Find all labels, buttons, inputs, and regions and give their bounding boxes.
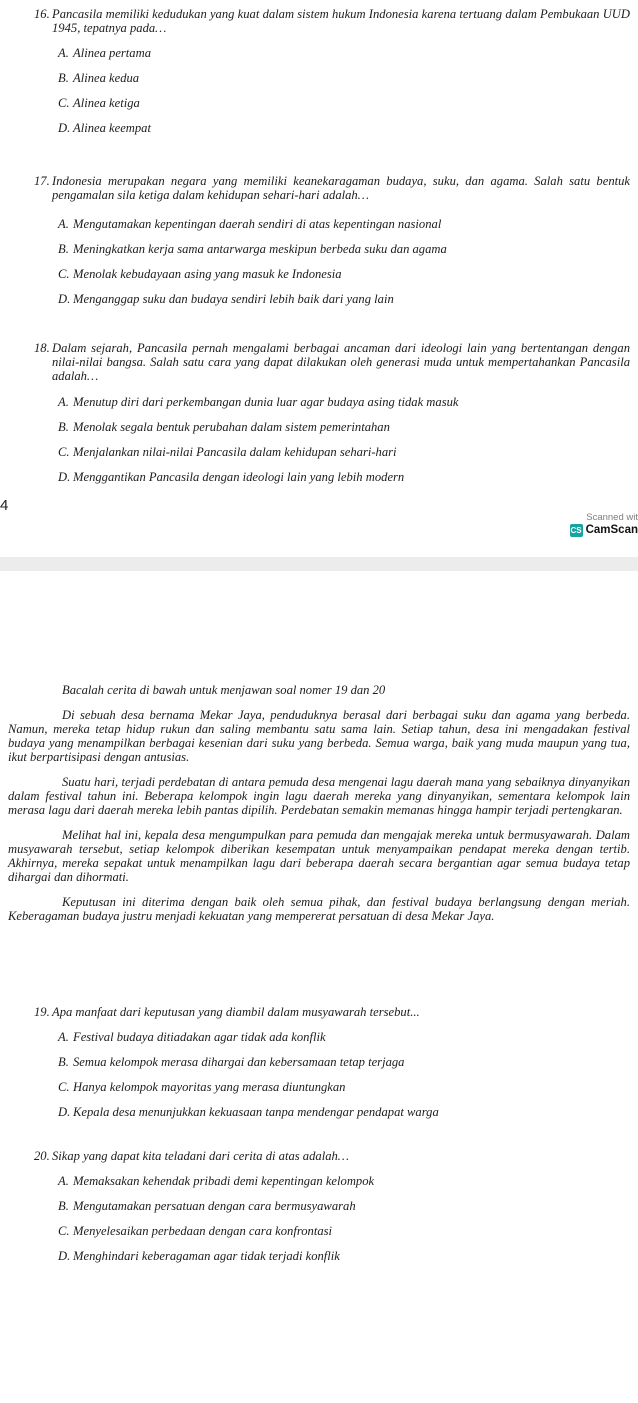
question-stem [34, 341, 630, 383]
question-17 [34, 174, 630, 306]
question-stem [34, 1149, 630, 1163]
watermark-brand [570, 523, 638, 538]
question-20 [34, 1149, 630, 1263]
watermark-brand-name: CamScan [585, 524, 638, 536]
question-text: Apa manfaat dari keputusan yang diambil dalam musyawarah tersebut... [52, 1005, 420, 1019]
option-b: B. Mengutamakan persatuan dengan cara bermusyawarah [58, 1199, 356, 1213]
camscanner-watermark [570, 512, 638, 538]
question-stem [34, 7, 630, 35]
camscanner-logo-icon: CS [570, 526, 582, 535]
question-text: Sikap yang dapat kita teladani dari cerita di atas adalah… [52, 1149, 349, 1163]
option-d: D. Alinea keempat [58, 121, 151, 135]
option-a: A. Memaksakan kehendak pribadi demi kepentingan kelompok [58, 1174, 375, 1188]
option-d: D. Menggantikan Pancasila dengan ideologi lain yang lebih modern [58, 470, 405, 484]
question-18 [34, 341, 630, 484]
page-2 [0, 571, 638, 1403]
reading-passage [8, 683, 630, 934]
option-c: C. Alinea ketiga [58, 96, 140, 110]
option-c: C. Hanya kelompok mayoritas yang merasa diuntungkan [58, 1080, 346, 1094]
question-16 [34, 7, 630, 135]
question-text: Pancasila memiliki kedudukan yang kuat dalam sistem hukum Indonesia karena tertuang dalam Pembukaan UUD 1945, tepatnya pada… [52, 7, 630, 35]
question-stem [34, 174, 630, 202]
option-c: C. Menjalankan nilai-nilai Pancasila dalam kehidupan sehari-hari [58, 445, 397, 459]
question-number: 19. [34, 1005, 50, 1019]
question-text: Indonesia merupakan negara yang memiliki keanekaragaman budaya, suku, dan agama. Salah satu bentuk pengamalan sila ketiga dalam kehidupan sehari-hari adalah… [52, 174, 630, 202]
option-a: A. Festival budaya ditiadakan agar tidak ada konflik [58, 1030, 326, 1044]
option-d: D. Menghindari keberagaman agar tidak terjadi konflik [58, 1249, 340, 1263]
question-number: 20. [34, 1149, 50, 1163]
option-a: A. Menutup diri dari perkembangan dunia luar agar budaya asing tidak masuk [58, 395, 459, 409]
option-b: B. Semua kelompok merasa dihargai dan kebersamaan tetap terjaga [58, 1055, 405, 1069]
question-number: 17. [34, 174, 50, 188]
option-a: A. Mengutamakan kepentingan daerah sendiri di atas kepentingan nasional [58, 217, 442, 231]
option-c: C. Menolak kebudayaan asing yang masuk ke Indonesia [58, 267, 342, 281]
option-c: C. Menyelesaikan perbedaan dengan cara konfrontasi [58, 1224, 333, 1238]
page-number: 4 [0, 497, 9, 514]
passage-paragraph: Suatu hari, terjadi perdebatan di antara pemuda desa mengenai lagu daerah mana yang sebaiknya dinyanyikan dalam festival tahun ini. Beberapa kelompok ingin lagu daerah mereka yang dinyanyikan, sementara kelompok lain merasa lagu dari daerah mereka lebih pantas dipilih. Perdebatan semakin memanas hingga hampir terjadi pertengkaran. [8, 775, 630, 817]
question-text: Dalam sejarah, Pancasila pernah mengalami berbagai ancaman dari ideologi lain yang bertentangan dengan nilai-nilai bangsa. Salah satu cara yang dapat dilakukan oleh generasi muda untuk mempertahankan Pancasila adalah… [52, 341, 630, 383]
passage-paragraph: Melihat hal ini, kepala desa mengumpulkan para pemuda dan mengajak mereka untuk bermusyawarah. Dalam musyawarah tersebut, setiap kelompok diberikan kesempatan untuk menyampaikan pendapat mereka dengan tertib. Akhirnya, mereka sepakat untuk menampilkan lagu dari beberapa daerah secara bergantian agar semua budaya tetap dihargai dan dihormati. [8, 828, 630, 884]
page-1 [0, 0, 638, 557]
option-d: D. Menganggap suku dan budaya sendiri lebih baik dari yang lain [58, 292, 394, 306]
option-d: D. Kepala desa menunjukkan kekuasaan tanpa mendengar pendapat warga [58, 1105, 439, 1119]
page-separator [0, 557, 638, 571]
question-number: 18. [34, 341, 50, 355]
passage-instruction: Bacalah cerita di bawah untuk menjawan soal nomer 19 dan 20 [62, 683, 386, 697]
question-stem [34, 1005, 630, 1019]
option-b: B. Alinea kedua [58, 71, 140, 85]
option-a: A. Alinea pertama [58, 46, 151, 60]
watermark-caption: Scanned wit [586, 512, 638, 523]
passage-paragraph: Keputusan ini diterima dengan baik oleh semua pihak, dan festival budaya berlangsung dengan meriah. Keberagaman budaya justru menjadi kekuatan yang mempererat persatuan di desa Mekar Jaya. [8, 895, 630, 923]
option-b: B. Meningkatkan kerja sama antarwarga meskipun berbeda suku dan agama [58, 242, 447, 256]
passage-paragraph: Di sebuah desa bernama Mekar Jaya, penduduknya berasal dari berbagai suku dan agama yang berbeda. Namun, mereka tetap hidup rukun dan saling membantu satu sama lain. Setiap tahun, desa ini mengadakan festival budaya yang menampilkan berbagai kesenian dari suku yang berbeda. Semua warga, baik yang muda maupun yang tua, ikut berpartisipasi dengan antusias. [8, 708, 630, 764]
question-number: 16. [34, 7, 50, 21]
option-b: B. Menolak segala bentuk perubahan dalam sistem pemerintahan [58, 420, 390, 434]
question-19 [34, 1005, 630, 1119]
